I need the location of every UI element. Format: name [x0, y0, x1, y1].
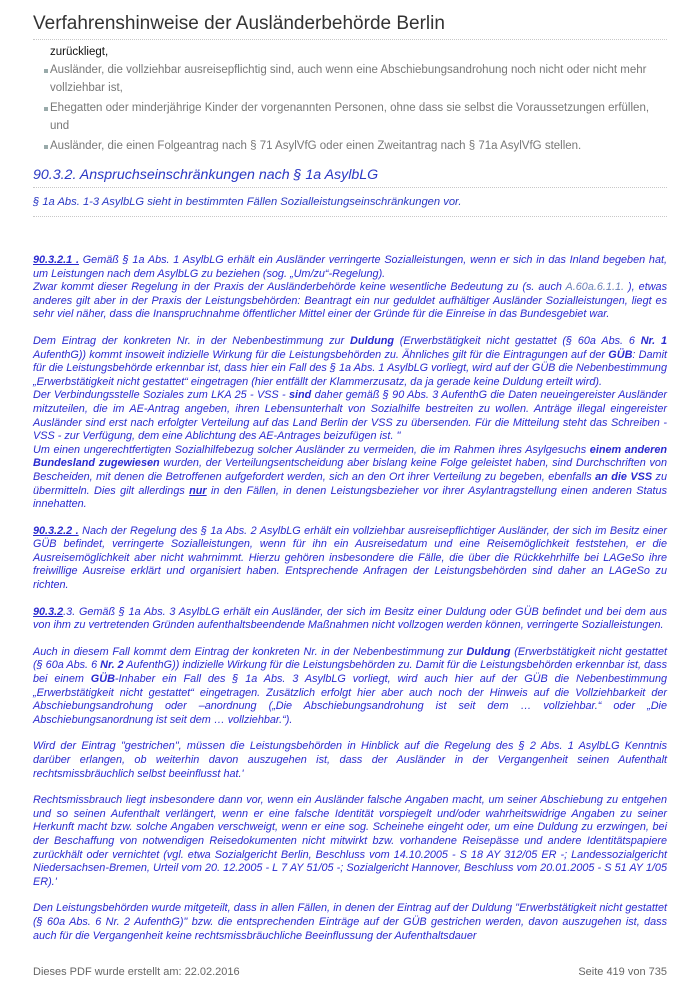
- page-number: Seite 419 von 735: [578, 966, 667, 978]
- created-date: Dieses PDF wurde erstellt am: 22.02.2016: [33, 966, 240, 978]
- paragraph-number: 90.3.2.2 .: [33, 524, 79, 537]
- condition-list: [33, 61, 667, 155]
- paragraph-sozialhilfebezug: Um einen ungerechtfertigten Sozialhilfebezug solcher Ausländer zu vermeiden, die im Rahmen ihres Asylgesuchs einem anderen Bundesland zugewiesen wurden, der Verteilungsentscheidung aber bislang keine Folge geleistet haben, sind Durchschriften von Bescheiden, mit denen die Betroffenen aufgefordert werden, sich an den Ort ihrer Verteilung zu begeben, ebenfalls an die VSS zu übermitteln. Dies gilt allerdings nur in den Fällen, in denen Leistungsbezieher vor ihrer Asylantragstellung einen anderen Status innehatten.: [33, 443, 668, 511]
- paragraph-gestrichen: Wird der Eintrag "gestrichen", müssen die Leistungsbehörden in Hinblick auf die Regelung des § 2 Abs. 1 AsylbLG Kenntnis darüber erlangen, ob weiterhin davon auszugehen ist, dass der Ausländer in der Vergangenheit seinen Aufenthalt rechtsmissbräuchlich selbst beeinflusst hat.': [33, 740, 667, 780]
- list-item: Ausländer, die einen Folgeantrag nach § 71 AsylVfG oder einen Zweitantrag nach § 71a AsylVfG stellen.: [33, 137, 667, 155]
- paragraph-90-3-2-2: 90.3.2.2 . Nach der Regelung des § 1a Abs. 2 AsylbLG erhält ein vollziehbar ausreisepflichtiger Ausländer, der sich im Besitz einer GÜB befindet, verringerte Sozialleistungen, wenn für ihn ein Ausreisedatum und eine Reisemöglichkeit feststehen, er die Ausreisemöglichkeit aber nicht wahrnimmt. Hierzu gehören insbesondere die Fälle, die über die Rückkehrhilfe bei LAGeSo ihre freiwillige Ausreise erklärt und organisiert haben. Entsprechende Anfragen der Leistungsbehörden sind daher an LAGeSo zu richten.: [33, 524, 668, 592]
- paragraph-fall-3: Auch in diesem Fall kommt dem Eintrag der konkreten Nr. in der Nebenbestimmung zur Duldung (Erwerbstätigkeit nicht gestattet (§ 60a Abs. 6 Nr. 2 AufenthG)) indizielle Wirkung für die Leistungsbehörden zu. Damit für die Leistungsbehörden erkennbar ist, dass bei einem GÜB-Inhaber ein Fall des § 1a Abs. 3 AsylbLG vorliegt, wird auch hier auf der GÜB die Nebenbestimmung „Erwerbstätigkeit nicht gestattet“ eingetragen. Zusätzlich erfolgt hier aber auch noch der Hinweis auf die Vollziehbarkeit der Abschiebungsandrohung oder –anordnung („Die Abschiebungsandrohung ist seit dem … vollziehbar.“ oder „Die Abschiebungsanordnung ist seit dem … vollziehbar.“).: [33, 645, 668, 726]
- list-item: Ehegatten oder minderjährige Kinder der vorgenannten Personen, ohne dass sie selbst die Voraussetzungen erfüllen, und: [33, 99, 667, 135]
- paragraph-number: 90.3.2: [33, 605, 64, 618]
- page-title: Verfahrenshinweise der Ausländerbehörde Berlin: [33, 13, 445, 34]
- paragraph-number: 90.3.2.1 .: [33, 254, 79, 266]
- paragraph-duldung-entry: Dem Eintrag der konkreten Nr. in der Nebenbestimmung zur Duldung (Erwerbstätigkeit nicht gestattet (§ 60a Abs. 6 Nr. 1 AufenthG)) kommt insoweit indizielle Wirkung für die Leistungsbehörden zu. Ähnliches gilt für die Eintragungen auf der GÜB: Damit für die Leistungsbehörde erkennbar ist, dass hier ein Fall des § 1a Abs. 1 AsylbLG vorliegt, wird auf der GÜB die Nebenbestimmung „Erwerbstätigkeit nicht gestattet“ eingetragen (hier entfällt der Klammerzusatz, da ja gerade keine Duldung erteilt wird).: [33, 334, 667, 388]
- section-heading: 90.3.2. Anspruchseinschränkungen nach § 1a AsylbLG: [33, 167, 667, 188]
- document-body: [33, 44, 667, 943]
- paragraph-rechtsmissbrauch: Rechtsmissbrauch liegt insbesondere dann vor, wenn ein Ausländer falsche Angaben macht, um seiner Abschiebung zu entgehen und so seinen Aufenthalt verlängert, wenn er eine falsche Identität vorspiegelt und/oder wahrheitswidrige Angaben zu seiner Herkunft macht bzw. solche Angaben verschweigt, wenn er eine sog. Scheinehe eingeht oder, um eine Duldung zu erzwingen, bei der Beschaffung von notwendigen Reisedokumenten nicht mitwirkt bzw. vorhandene Reisepässe und andere Identitätspapiere zurückhält oder vernichtet (vgl. etwa Sozialgericht Berlin, Beschluss vom 14.10.2005 - S 18 AY 312/05 ER -; Landessozialgericht Niedersachsen-Bremen, Urteil vom 20. 12.2005 - L 7 AY 51/05 -; Sozialgericht Hannover, Beschluss vom 20.01.2005 - S 51 AY 1/05 ER).': [33, 794, 667, 888]
- section-summary: § 1a Abs. 1-3 AsylbLG sieht in bestimmten Fällen Sozialleistungseinschränkungen vor.: [33, 194, 667, 217]
- cross-reference-link[interactable]: A.60a.6.1.1.: [565, 281, 625, 294]
- list-item: Ausländer, die vollziehbar ausreisepflichtig sind, auch wenn eine Abschiebungsandrohung noch nicht oder nicht mehr vollziehbar ist,: [33, 61, 667, 97]
- paragraph-90-3-2-3: 90.3.2.3. Gemäß § 1a Abs. 3 AsylbLG erhält ein Ausländer, der sich im Besitz einer Duldung oder GÜB befindet und bei dem aus von ihm zu vertretenden Gründen aufenthaltsbeendende Maßnahmen nicht vollzogen werden können, verringerte Sozialleistungen.: [33, 605, 667, 632]
- page-footer: [33, 966, 667, 978]
- page-header: [33, 13, 667, 40]
- paragraph-90-3-2-1: 90.3.2.1 . Gemäß § 1a Abs. 1 AsylbLG erhält ein Ausländer verringerte Sozialleistungen, wenn er sich in das Inland begeben hat, um Leistungen nach dem AsylbLG zu beziehen (sog. „Um/zu“-Regelung). Zwar kommt dieser Regelung in der Praxis der Ausländerbehörde keine wesentliche Bedeutung zu (s. auch A.60a.6.1.1. ), etwas anderes gilt aber in der Praxis der Leistungsbehörden: Beantragt ein nur geduldet aufhältiger Ausländer Sozialleistungen, liegt es sehr viel näher, dass die Inanspruchnahme öffentlicher Mittel einer der Gründe für die Einreise in das Bundesgebiet war.: [33, 254, 667, 321]
- paragraph-vss: Der Verbindungsstelle Soziales zum LKA 25 - VSS - sind daher gemäß § 90 Abs. 3 AufenthG die Daten neueingereister Ausländer mitzuteilen, die im AE-Antrag angeben, ihren Lebensunterhalt von Sozialhilfe bestreiten zu wollen. Anträge illegal eingereister Ausländer sind erst nach erfolgter Verteilung auf das Land Berlin der VSS zu übersenden. Für die Mitteilung steht das Schreiben - VSS - zur Verfügung, dem eine Ablichtung des AE-Antrages beizufügen ist. '': [33, 389, 668, 443]
- continuation-text: zurückliegt,: [50, 46, 109, 58]
- paragraph-mitteilung: Den Leistungsbehörden wurde mitgeteilt, dass in allen Fällen, in denen der Eintrag auf der Duldung "Erwerbstätigkeit nicht gestattet (§ 60a Abs. 6 Nr. 2 AufenthG)" bzw. die entsprechenden Einträge auf der GÜB gestrichen werden, davon auszugehen ist, dass auch für die Vergangenheit keine rechtsmissbräuchliche Beeinflussung der Aufenthaltsdauer: [33, 902, 667, 942]
